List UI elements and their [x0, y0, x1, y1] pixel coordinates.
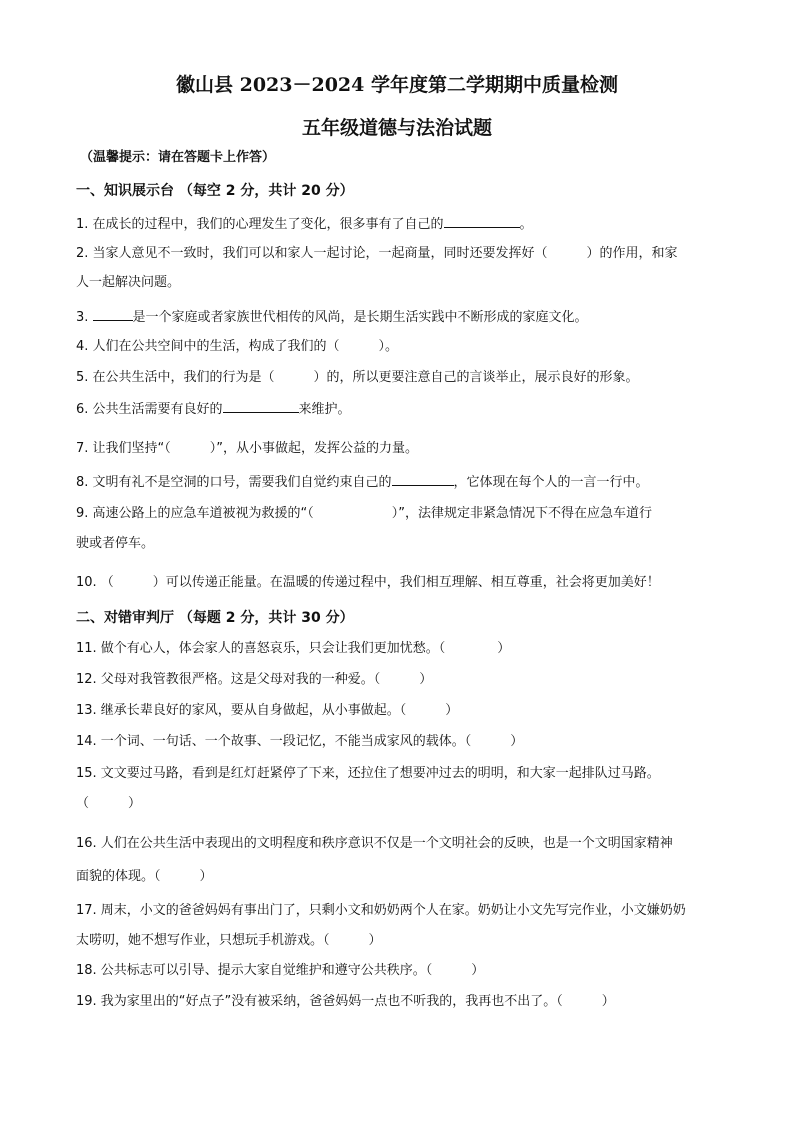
question-3: [76, 307, 588, 327]
question-12: 12. 父母对我管教很严格。这是父母对我的一种爱。（ ）: [76, 672, 433, 687]
question-17-line-2: 太唠叨，她不想写作业，只想玩手机游戏。（ ）: [76, 933, 382, 948]
question-19: 19. 我为家里出的“好点子”没有被采纳，爸爸妈妈一点也不听我的，我再也不出了。（ ）: [76, 994, 615, 1009]
answer-blank: [223, 399, 299, 413]
question-15-line-1: 15. 文文要过马路，看到是红灯赶紧停了下来，还拉住了想要冲过去的明明，和大家一起排队过马路。: [76, 766, 660, 781]
question-16-line-2: 面貌的体现。（ ）: [76, 869, 213, 884]
question-text: 是一个家庭或者家族世代相传的风尚，是长期生活实践中不断形成的家庭文化。: [132, 310, 588, 325]
exam-title: 徽山县 2023－2024 学年度第二学期期中质量检测: [176, 74, 618, 96]
question-10: 10. （ ）可以传递正能量。在温暖的传递过程中，我们相互理解、相互尊重，社会将更加美好！: [76, 575, 660, 590]
section-heading-2: 二、对错审判厅 （每题 2 分，共计 30 分）: [76, 610, 354, 626]
question-7: 7. 让我们坚持“（ ）”，从小事做起，发挥公益的力量。: [76, 441, 419, 456]
question-13: 13. 继承长辈良好的家风，要从自身做起，从小事做起。（ ）: [76, 703, 459, 718]
question-text: 1. 在成长的过程中，我们的心理发生了变化，很多事有了自己的: [76, 217, 444, 232]
question-text: 3.: [76, 310, 93, 325]
answer-blank: [93, 307, 133, 321]
question-18: 18. 公共标志可以引导、提示大家自觉维护和遵守公共秩序。（ ）: [76, 963, 485, 978]
answer-blank: [444, 214, 520, 228]
question-4: 4. 人们在公共空间中的生活，构成了我们的（ ）。: [76, 339, 399, 354]
question-text: ，它体现在每个人的一言一行中。: [453, 475, 649, 490]
question-text: 6. 公共生活需要有良好的: [76, 402, 223, 417]
question-9-line-2: 驶或者停车。: [76, 536, 155, 551]
answer-notice: （温馨提示：请在答题卡上作答）: [80, 150, 276, 165]
question-15-line-2: （ ）: [76, 796, 142, 811]
answer-blank: [392, 472, 454, 486]
question-2-line-2: 人一起解决问题。: [76, 275, 181, 290]
question-text: 来维护。: [298, 402, 351, 417]
exam-subtitle: 五年级道德与法治试题: [301, 117, 492, 139]
question-1: [76, 214, 533, 234]
question-6: [76, 399, 351, 419]
question-16-line-1: 16. 人们在公共生活中表现出的文明程度和秩序意识不仅是一个文明社会的反映，也是一个文明国家精神: [76, 836, 673, 851]
question-8: [76, 472, 649, 492]
question-2-line-1: 2. 当家人意见不一致时，我们可以和家人一起讨论，一起商量，同时还要发挥好（ ）的作用，和家: [76, 246, 678, 261]
question-11: 11. 做个有心人，体会家人的喜怒哀乐，只会让我们更加忧愁。（ ）: [76, 641, 511, 656]
question-14: 14. 一个词、一句话、一个故事、一段记忆，不能当成家风的载体。（ ）: [76, 734, 524, 749]
question-9-line-1: 9. 高速公路上的应急车道被视为救援的“（ ）”，法律规定非紧急情况下不得在应急车道行: [76, 506, 653, 521]
question-text: 。: [519, 217, 533, 232]
question-text: 8. 文明有礼不是空洞的口号，需要我们自觉约束自己的: [76, 475, 392, 490]
section-heading-1: 一、知识展示台 （每空 2 分，共计 20 分）: [76, 183, 354, 199]
question-5: 5. 在公共生活中，我们的行为是（ ）的，所以更要注意自己的言谈举止，展示良好的形象。: [76, 370, 639, 385]
question-17-line-1: 17. 周末，小文的爸爸妈妈有事出门了，只剩小文和奶奶两个人在家。奶奶让小文先写完作业，小文嫌奶奶: [76, 903, 686, 918]
